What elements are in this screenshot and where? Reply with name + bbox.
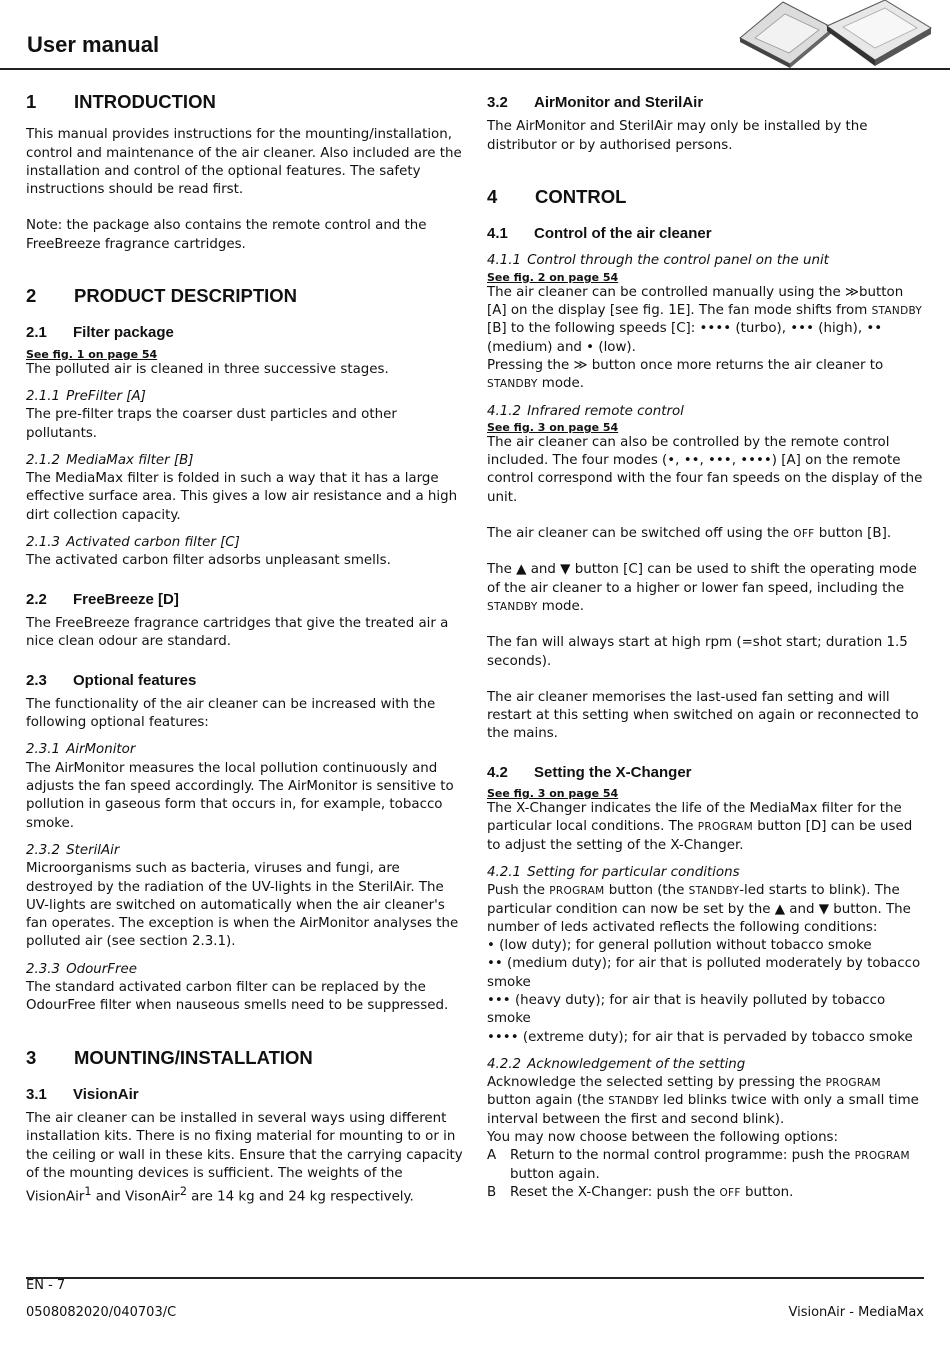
- paragraph: The pre-filter traps the coarser dust particles and other pollutants.: [26, 407, 397, 441]
- paragraph: The MediaMax filter is folded in such a way that it has a large effective surface area. This gives a low air resistance and a high dirt collection capacity.: [26, 471, 458, 523]
- list-item: • (low duty); for general pollution without tobacco smoke: [487, 938, 872, 954]
- paragraph: The air cleaner can be controlled manually using the ≫button [A] on the display [see fig. 1E]. The fan mode shifts from STANDBY [B] to the following speeds [C]: •••• (turbo), ••• (high), •• (medium) and • (low).: [487, 284, 923, 355]
- subsubsection-heading: 4.2.1 Setting for particular conditions: [487, 864, 740, 880]
- section-heading: 1 INTRODUCTION: [26, 91, 216, 112]
- subsubsection-heading: 4.1.1 Control through the control panel on the unit: [487, 253, 829, 269]
- subsubsection-heading: 2.1.2 MediaMax filter [B]: [26, 452, 194, 468]
- paragraph: You may now choose between the following options:: [487, 1130, 839, 1146]
- figure-reference: See fig. 2 on page 54: [487, 270, 619, 284]
- subsubsection-heading: 2.3.2 SterilAir: [26, 842, 120, 858]
- subsection-heading: 2.1 Filter package: [26, 324, 174, 342]
- paragraph: The polluted air is cleaned in three successive stages.: [26, 361, 389, 377]
- paragraph: The air cleaner can be switched off using the OFF button [B].: [487, 526, 892, 542]
- product-name: VisionAir - MediaMax: [788, 1305, 924, 1320]
- paragraph: The air cleaner can also be controlled by the remote control included. The four modes (•, ••, •••, ••••) [A] on the remote control correspond with the four fan speeds on the display of the unit.: [487, 434, 923, 505]
- section-heading: 4 CONTROL: [487, 185, 627, 207]
- right-column: [487, 90, 927, 1202]
- paragraph: Microorganisms such as bacteria, viruses and fungi, are destroyed by the radiation of the UV-lights in the SterilAir. The UV-lights are switched on automatically when the air cleaner's fan operates. The exception is when the AirMonitor analyses the polluted air (see section 2.3.1).: [26, 861, 459, 950]
- subsection-heading: 4.1 Control of the air cleaner: [487, 225, 712, 243]
- list-item: •••• (extreme duty); for air that is pervaded by tobacco smoke: [487, 1029, 913, 1045]
- subsubsection-heading: 4.1.2 Infrared remote control: [487, 403, 684, 419]
- page-number: EN - 7: [26, 1278, 66, 1293]
- paragraph: The X-Changer indicates the life of the MediaMax filter for the particular local conditions. The PROGRAM button [D] can be used to adjust the setting of the X-Changer.: [487, 801, 913, 853]
- paragraph: Note: the package also contains the remote control and the FreeBreeze fragrance cartridges.: [26, 218, 427, 252]
- page-header-title: User manual: [27, 32, 160, 57]
- option-a: A Return to the normal control programme: push the PROGRAM button again.: [487, 1148, 910, 1182]
- figure-reference: See fig. 1 on page 54: [26, 347, 158, 361]
- paragraph: The standard activated carbon filter can be replaced by the OdourFree filter when nauseous smells need to be suppressed.: [26, 979, 449, 1014]
- subsection-heading: 2.3 Optional features: [26, 671, 197, 689]
- subsection-heading: 2.2 FreeBreeze [D]: [26, 590, 179, 608]
- paragraph: The air cleaner memorises the last-used fan setting and will restart at this setting when switched on again or reconnected to the mains.: [487, 689, 919, 742]
- subsubsection-heading: 2.3.1 AirMonitor: [26, 742, 136, 758]
- paragraph: The air cleaner can be installed in several ways using different installation kits. There is no fixing material for mounting to or in the ceiling or wall in these kits. Ensure that the carrying capacity of the mounting devices is sufficient. The weights of the VisionAir$^1$ and VisonAir$^2$ are 14 kg and 24 kg respectively.: [26, 1111, 463, 1205]
- product-image: [735, 0, 935, 70]
- list-item: •• (medium duty); for air that is polluted moderately by tobacco smoke: [487, 956, 921, 990]
- figure-reference: See fig. 3 on page 54: [487, 787, 619, 801]
- paragraph: The fan will always start at high rpm (=shot start; duration 1.5 seconds).: [487, 635, 908, 669]
- subsubsection-heading: 4.2.2 Acknowledgement of the setting: [487, 1056, 746, 1072]
- subsubsection-heading: 2.1.1 PreFilter [A]: [26, 388, 146, 404]
- paragraph: Pressing the ≫ button once more returns the air cleaner to STANDBY mode.: [487, 357, 884, 392]
- paragraph: The AirMonitor measures the local pollution continuously and adjusts the fan speed accordingly. The AirMonitor is sensitive to pollution in gaseous form that occurs in, for example, tobacco smoke.: [26, 760, 454, 831]
- paragraph: Push the PROGRAM button (the STANDBY-led starts to blink). The particular condition can now be set by the ▲ and ▼ button. The number of leds activated reflects the following conditions:: [487, 883, 911, 935]
- paragraph: The activated carbon filter adsorbs unpleasant smells.: [26, 553, 391, 569]
- paragraph: This manual provides instructions for the mounting/installation, control and maintenance of the air cleaner. Also included are the installation and control of the optional features. The safety instructions should be read first.: [26, 127, 462, 198]
- footer-rule: [26, 1277, 924, 1279]
- left-column: [26, 90, 466, 1207]
- subsubsection-heading: 2.3.3 OdourFree: [26, 961, 137, 977]
- subsubsection-heading: 2.1.3 Activated carbon filter [C]: [26, 535, 240, 551]
- paragraph: The ▲ and ▼ button [C] can be used to shift the operating mode of the air cleaner to a higher or lower fan speed, including the STANDBY mode.: [487, 562, 917, 614]
- section-heading: 2 PRODUCT DESCRIPTION: [26, 285, 298, 307]
- paragraph: The AirMonitor and SterilAir may only be installed by the distributor or by authorised persons.: [487, 119, 868, 153]
- paragraph: The functionality of the air cleaner can be increased with the following optional features:: [26, 696, 436, 731]
- figure-reference: See fig. 3 on page 54: [487, 420, 619, 434]
- header-rule: [0, 68, 950, 70]
- subsection-heading: 4.2 Setting the X-Changer: [487, 763, 692, 781]
- subsection-heading: 3.2 AirMonitor and SterilAir: [487, 94, 704, 111]
- paragraph: The FreeBreeze fragrance cartridges that give the treated air a nice clean odour are standard.: [26, 615, 449, 650]
- subsection-heading: 3.1 VisionAir: [26, 1085, 139, 1103]
- paragraph: Acknowledge the selected setting by pressing the PROGRAM button again (the STANDBY led blinks twice with only a small time interval between the first and second blink).: [487, 1075, 919, 1127]
- option-b: B Reset the X-Changer: push the OFF button.: [487, 1184, 794, 1200]
- list-item: ••• (heavy duty); for air that is heavily polluted by tobacco smoke: [487, 992, 886, 1027]
- document-code: 0508082020/040703/C: [26, 1305, 177, 1320]
- section-heading: 3 MOUNTING/INSTALLATION: [26, 1046, 313, 1068]
